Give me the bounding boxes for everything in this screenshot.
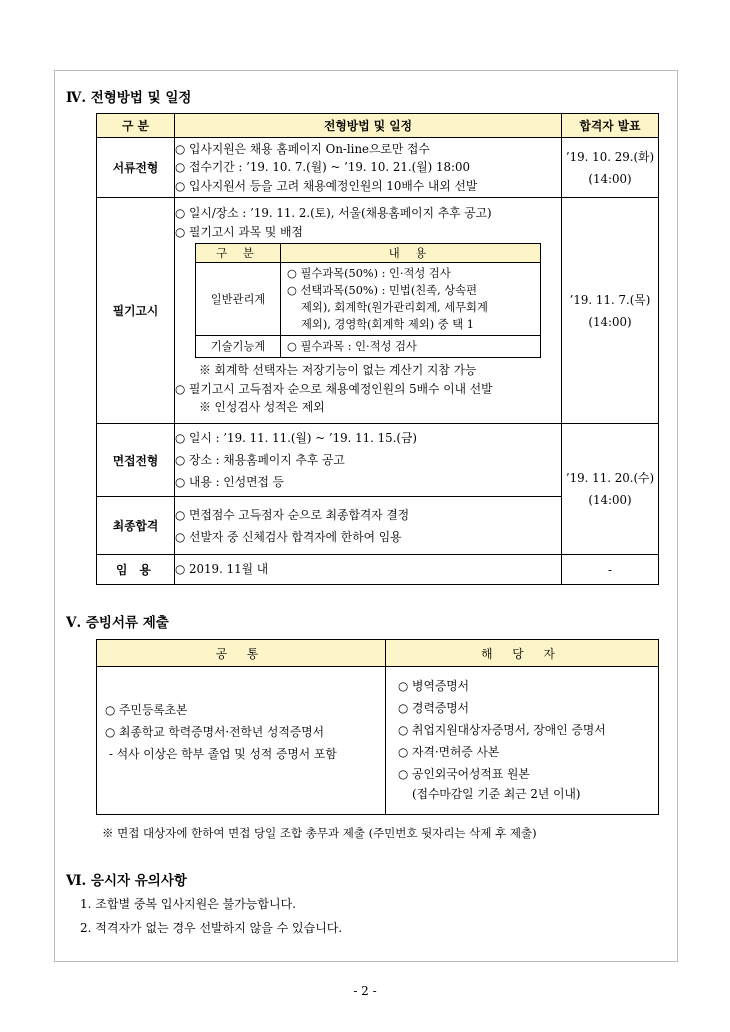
- pilgi-line-3: ○ 필기고시 고득점자 순으로 채용예정인원의 5배수 이내 선발: [175, 381, 493, 396]
- docs-header-applicable: 해 당 자: [386, 640, 659, 667]
- caution-item-2: 2. 적격자가 없는 경우 선발하지 않을 수 있습니다.: [80, 921, 343, 935]
- imyong-announce: -: [562, 555, 659, 585]
- pilgi-announce-time: (14:00): [588, 314, 632, 329]
- row-label-pilgi: 필기고시: [97, 198, 175, 424]
- seoryu-line-3: ○ 입사지원서 등을 고려 채용예정인원의 10배수 내외 선발: [175, 178, 478, 193]
- general-line-4: 제외), 경영학(회계학 제외) 중 택 1: [301, 318, 474, 332]
- header-category: 구 분: [97, 114, 175, 138]
- choejong-line-2: ○ 선발자 중 신체검사 합격자에 한하여 임용: [175, 529, 402, 544]
- general-line-2: ○ 선택과목(50%) : 민법(친족, 상속편: [287, 284, 477, 298]
- technical-text: ○ 필수과목 : 인·적성 검사: [281, 336, 541, 358]
- sub-header-category: 구 분: [196, 244, 281, 263]
- seoryu-announce-time: (14:00): [588, 171, 632, 186]
- common-doc-1: ○ 주민등록초본: [105, 703, 188, 717]
- row-label-choejong: 최종합격: [97, 497, 175, 555]
- row-imyong: [97, 555, 659, 585]
- myeonjeop-line-1: ○ 일시 : ’19. 11. 11.(월) ~ ’19. 11. 15.(금): [175, 431, 417, 445]
- schedule-table: [96, 113, 659, 585]
- row-seoryu: [97, 138, 659, 198]
- seoryu-line-1: ○ 입사지원은 채용 홈페이지 On-line으로만 접수: [175, 141, 430, 156]
- pilgi-note-2: ※ 인성검사 성적은 제외: [199, 400, 325, 415]
- myeonjeop-line-2: ○ 장소 : 채용홈페이지 추후 공고: [175, 453, 345, 467]
- myeonjeop-line-3: ○ 내용 : 인성면접 등: [175, 475, 285, 489]
- pilgi-note-1: ※ 회계학 선택자는 저장기능이 없는 계산기 지참 가능: [199, 363, 477, 378]
- applicable-doc-2: ○ 경력증명서: [398, 701, 470, 715]
- documents-table: [96, 639, 659, 815]
- seoryu-announce-date: ’19. 10. 29.(화): [565, 149, 655, 164]
- general-line-3: 제외), 회계학(원가관리회계, 세무회계: [301, 301, 488, 315]
- general-line-1: ○ 필수과목(50%) : 인·적성 검사: [287, 267, 451, 281]
- applicable-doc-4: ○ 자격·면허증 사본: [398, 745, 500, 759]
- imyong-text: ○ 2019. 11월 내: [175, 555, 562, 585]
- applicable-doc-5-note: (접수마감일 기준 최근 2년 이내): [412, 787, 581, 801]
- section-5-title: Ⅴ. 증빙서류 제출: [66, 615, 169, 631]
- pilgi-announce-date: ’19. 11. 7.(목): [569, 292, 651, 307]
- pilgi-subject-table: [195, 243, 541, 358]
- final-announce-date: ’19. 11. 20.(수): [565, 471, 655, 485]
- row-myeonjeop: [97, 424, 659, 497]
- header-method: 전형방법 및 일정: [175, 114, 562, 138]
- section-4-title: Ⅳ. 전형방법 및 일정: [66, 90, 192, 106]
- choejong-line-1: ○ 면접점수 고득점자 순으로 최종합격자 결정: [175, 507, 410, 522]
- docs-header-common: 공 통: [97, 640, 386, 667]
- sub-header-content: 내 용: [281, 244, 541, 263]
- sub-label-general: 일반관리계: [196, 263, 281, 336]
- applicable-doc-3: ○ 취업지원대상자증명서, 장애인 증명서: [398, 723, 606, 737]
- common-doc-2: ○ 최종학교 학력증명서·전학년 성적증명서: [105, 725, 325, 739]
- final-announce-time: (14:00): [588, 493, 632, 507]
- applicable-doc-5: ○ 공인외국어성적표 원본: [398, 767, 530, 781]
- row-label-seoryu: 서류전형: [97, 138, 175, 198]
- row-label-imyong: 임 용: [97, 555, 175, 585]
- common-doc-3: - 석사 이상은 학부 졸업 및 성적 증명서 포함: [109, 747, 337, 761]
- seoryu-line-2: ○ 접수기간 : ’19. 10. 7.(월) ~ ’19. 10. 21.(월) 18:00: [175, 160, 470, 175]
- pilgi-line-1: ○ 일시/장소 : ’19. 11. 2.(토), 서울(채용홈페이지 추후 공고): [175, 206, 492, 221]
- pilgi-line-2: ○ 필기고시 과목 및 배점: [175, 224, 303, 239]
- header-announce: 합격자 발표: [562, 114, 659, 138]
- page-number: - 2 -: [353, 984, 377, 998]
- section-6-title: Ⅵ. 응시자 유의사항: [66, 873, 187, 889]
- interview-submission-note: ※ 면접 대상자에 한하여 면접 당일 조합 총무과 제출 (주민번호 뒷자리는 삭제 후 제출): [102, 826, 537, 840]
- sub-label-technical: 기술기능계: [196, 336, 281, 358]
- applicable-doc-1: ○ 병역증명서: [398, 679, 470, 693]
- row-pilgi: [97, 198, 659, 424]
- row-label-myeonjeop: 면접전형: [97, 424, 175, 497]
- caution-item-1: 1. 조합별 중복 입사지원은 불가능합니다.: [80, 897, 296, 911]
